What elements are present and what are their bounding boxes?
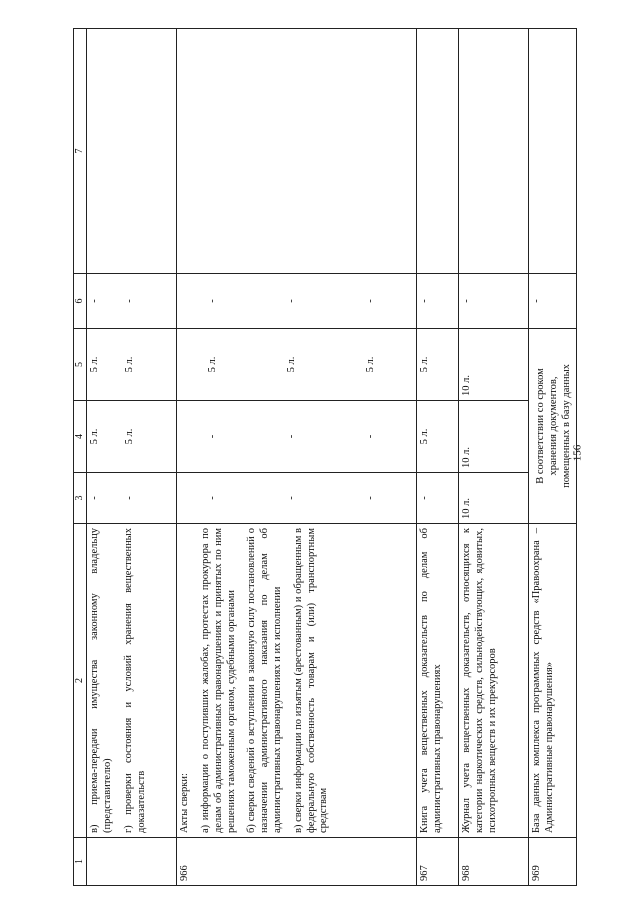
cell-value: 5 л. [364, 356, 376, 373]
cell-value: - [364, 496, 376, 500]
page-number-text: 156 [571, 444, 583, 461]
cell-value: - [207, 434, 219, 439]
table-row [417, 29, 459, 886]
cell-value: 5 л. [89, 428, 101, 445]
cell-col7 [417, 29, 459, 274]
row-description [177, 524, 417, 838]
cell-col7 [459, 29, 529, 274]
col-header-4: 4 [74, 401, 87, 473]
cell-col6 [87, 274, 177, 329]
cell-value: 5 л. [89, 356, 101, 373]
cell-value: - [285, 434, 297, 439]
row-number: 969 [529, 838, 576, 886]
row-number: 967 [417, 838, 459, 886]
col-header-6: 6 [74, 274, 87, 329]
row-number: 968 [459, 838, 529, 886]
cell-value: - [285, 299, 297, 303]
item-text: в) приема-передачи имущества законному владельцу (представителю) [89, 528, 113, 833]
cell-col7 [529, 29, 576, 274]
cell-col4: 5 л. [417, 401, 459, 473]
cell-value: - [364, 434, 376, 439]
cell-value: - [123, 299, 135, 303]
row-description: Журнал учета вещественных доказательств, относящихся к категории наркотических средств, сильнодействующих, ядовитых, психотропных веществ и их прекурсоров [459, 524, 529, 838]
cell-value: - [89, 496, 101, 500]
col-header-3: 3 [74, 473, 87, 524]
item-text: в) сверки информации по изъятым (арестованным) и обращенным в федеральную собственность товарам и (или) транспортным средствам [292, 528, 330, 833]
section-heading: Акты сверки: [179, 773, 191, 833]
row-description: База данных комплекса программных средств «Правоохрана – Административные правонарушения» [529, 524, 576, 838]
cell-value: 5 л. [285, 356, 297, 373]
merged-retention-cell: В соответствии со сроком хранения документов, помещенных в базу данных [529, 329, 576, 524]
col-header-7: 7 [74, 29, 87, 274]
cell-col4 [87, 401, 177, 473]
col-header-1: 1 [74, 838, 87, 886]
col-header-5: 5 [74, 329, 87, 401]
cell-value: 5 л. [123, 428, 135, 445]
row-number: 966 [177, 838, 417, 886]
cell-col4 [177, 401, 417, 473]
item-text: б) сверки сведений о вступлении в законную силу постановлений о назначении административного наказания по делам об административных правонарушениях и их исполнении [246, 528, 283, 833]
document-sheet [73, 29, 572, 886]
cell-col3: - [417, 473, 459, 524]
cell-value: - [207, 299, 219, 303]
row-description: Книга учета вещественных доказательств по делам об административных правонарушениях [417, 524, 459, 838]
records-table [73, 28, 577, 886]
rotated-table-wrapper [73, 29, 572, 886]
cell-col5 [87, 329, 177, 401]
cell-value: - [285, 496, 297, 500]
cell-value: - [364, 299, 376, 303]
cell-col6: - [529, 274, 576, 329]
row-number [87, 838, 177, 886]
cell-col6: - [417, 274, 459, 329]
cell-value: - [207, 496, 219, 500]
cell-col3 [177, 473, 417, 524]
item-text: г) проверки состояния и условий хранения вещественных доказательств [122, 528, 147, 833]
item-text: а) информации о поступивших жалобах, протестах прокурора по делам об административных правонарушениях и принятых по ним решениях таможенным органом, судебными органами [199, 528, 237, 833]
cell-col5: 5 л. [417, 329, 459, 401]
table-row [459, 29, 529, 886]
cell-value: 5 л. [123, 356, 135, 373]
cell-col3 [87, 473, 177, 524]
cell-col5 [177, 329, 417, 401]
cell-col6: - [459, 274, 529, 329]
cell-value: 5 л. [207, 356, 219, 373]
cell-col6 [177, 274, 417, 329]
cell-value: - [123, 496, 135, 500]
cell-value: - [89, 299, 101, 303]
cell-col4: 10 л. [459, 401, 529, 473]
cell-col7 [87, 29, 177, 274]
table-row [177, 29, 417, 886]
cell-col5: 10 л. [459, 329, 529, 401]
table-row [529, 29, 576, 886]
cell-col3: 10 л. [459, 473, 529, 524]
row-description [87, 524, 177, 838]
header-row [74, 29, 87, 886]
cell-col7 [177, 29, 417, 274]
table-row [87, 29, 177, 886]
col-header-2: 2 [74, 524, 87, 838]
